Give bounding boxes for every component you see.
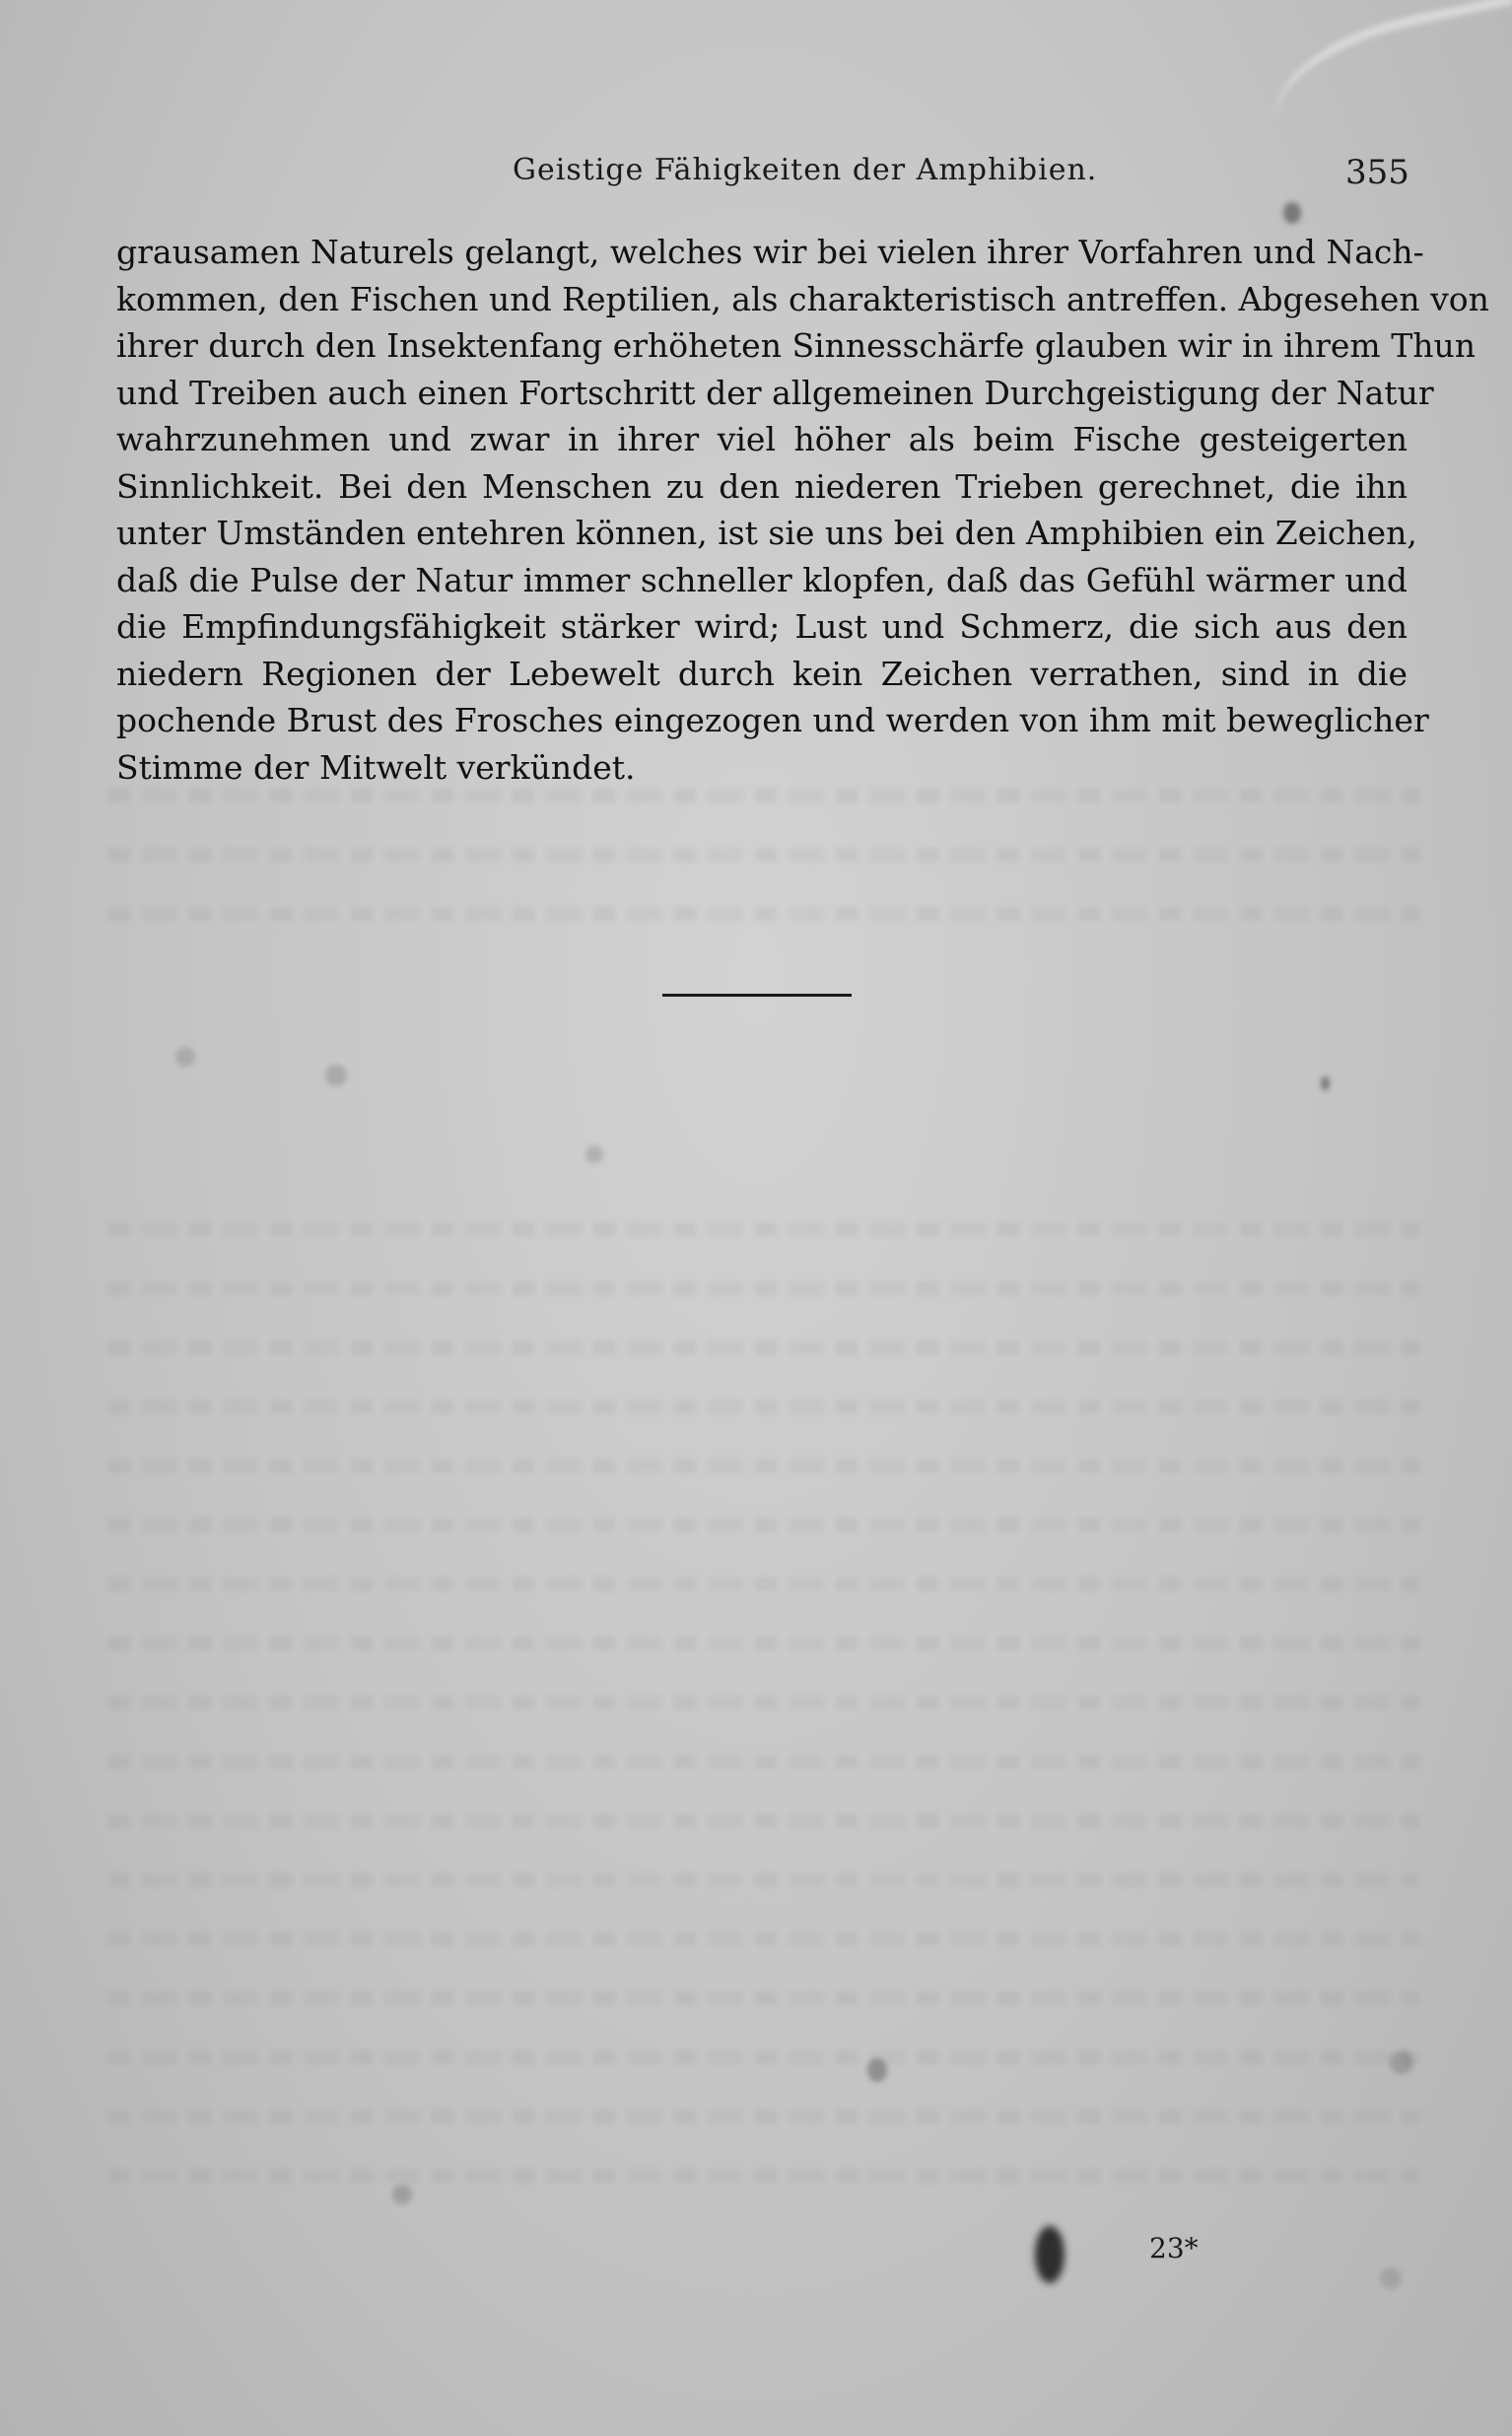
bleed-through-line bbox=[108, 1991, 1419, 2005]
bleed-through-line bbox=[108, 1755, 1419, 1769]
bleed-through-line bbox=[108, 1459, 1419, 1473]
page-header bbox=[0, 153, 1512, 202]
ink-speck bbox=[325, 1065, 347, 1086]
text-line: daß die Pulse der Natur immer schneller klopfen, daß das Gefühl wärmer und bbox=[116, 560, 1408, 599]
text-line: pochende Brust des Frosches eingezogen und werden von ihm mit beweglicher bbox=[116, 701, 1429, 739]
page-curl-highlight bbox=[1261, 0, 1512, 174]
ink-blot bbox=[1035, 2226, 1065, 2283]
text-line: Stimme der Mitwelt verkündet. bbox=[116, 747, 636, 787]
bleed-through-line bbox=[108, 2051, 1419, 2064]
text-line: unter Umständen entehren können, ist sie uns bei den Amphibien ein Zeichen, bbox=[116, 514, 1417, 552]
bleed-through-line bbox=[108, 1696, 1419, 1709]
bleed-through-line bbox=[108, 2169, 1419, 2183]
text-line: Sinnlichkeit. Bei den Menschen zu den niederen Trieben gerechnet, die ihn bbox=[116, 466, 1408, 506]
running-title: Geistige Fähigkeiten der Amphibien. bbox=[513, 153, 1098, 187]
bleed-through-line bbox=[108, 1577, 1419, 1591]
bleed-through-line bbox=[108, 1636, 1419, 1650]
bleed-through-line bbox=[108, 1282, 1419, 1295]
page-number: 355 bbox=[1345, 153, 1409, 192]
bleed-through-line bbox=[108, 2110, 1419, 2123]
bleed-through-line bbox=[108, 789, 1419, 802]
bleed-through-line bbox=[108, 1518, 1419, 1532]
ink-speck bbox=[867, 2058, 887, 2082]
ink-speck bbox=[392, 2185, 412, 2204]
text-line: grausamen Naturels gelangt, welches wir bei vielen ihrer Vorfahren und Nach- bbox=[116, 233, 1424, 271]
bleed-through-line bbox=[108, 1932, 1419, 1946]
bleed-through-line bbox=[108, 1814, 1419, 1828]
bleed-through-line bbox=[108, 1222, 1419, 1236]
ink-speck bbox=[585, 1146, 603, 1163]
ink-speck bbox=[1283, 202, 1301, 224]
text-line: die Empfindungsfähigkeit stärker wird; Lust und Schmerz, die sich aus den bbox=[116, 607, 1408, 646]
ink-speck bbox=[1321, 1077, 1330, 1090]
signature-mark: 23* bbox=[1149, 2232, 1199, 2264]
ink-speck bbox=[1380, 2267, 1402, 2289]
bleed-through-line bbox=[108, 1400, 1419, 1414]
body-paragraph bbox=[116, 229, 1489, 791]
text-line: und Treiben auch einen Fortschritt der allgemeinen Durchgeistigung der Natur bbox=[116, 373, 1434, 412]
section-divider-rule bbox=[662, 994, 852, 997]
bleed-through-line bbox=[108, 1341, 1419, 1355]
text-line: ihrer durch den Insektenfang erhöheten Sinnesschärfe glauben wir in ihrem Thun bbox=[116, 326, 1476, 365]
ink-speck bbox=[175, 1047, 195, 1067]
text-line: wahrzunehmen und zwar in ihrer viel höher als beim Fische gesteigerten bbox=[116, 420, 1408, 458]
ink-speck bbox=[1390, 2051, 1413, 2074]
text-line: kommen, den Fischen und Reptilien, als charakteristisch antreffen. Abgesehen von bbox=[116, 279, 1489, 318]
bleed-through-line bbox=[108, 1873, 1419, 1887]
bleed-through-line bbox=[108, 848, 1419, 862]
text-line: niedern Regionen der Lebewelt durch kein Zeichen verrathen, sind in die bbox=[116, 654, 1408, 693]
bleed-through-line bbox=[108, 907, 1419, 921]
